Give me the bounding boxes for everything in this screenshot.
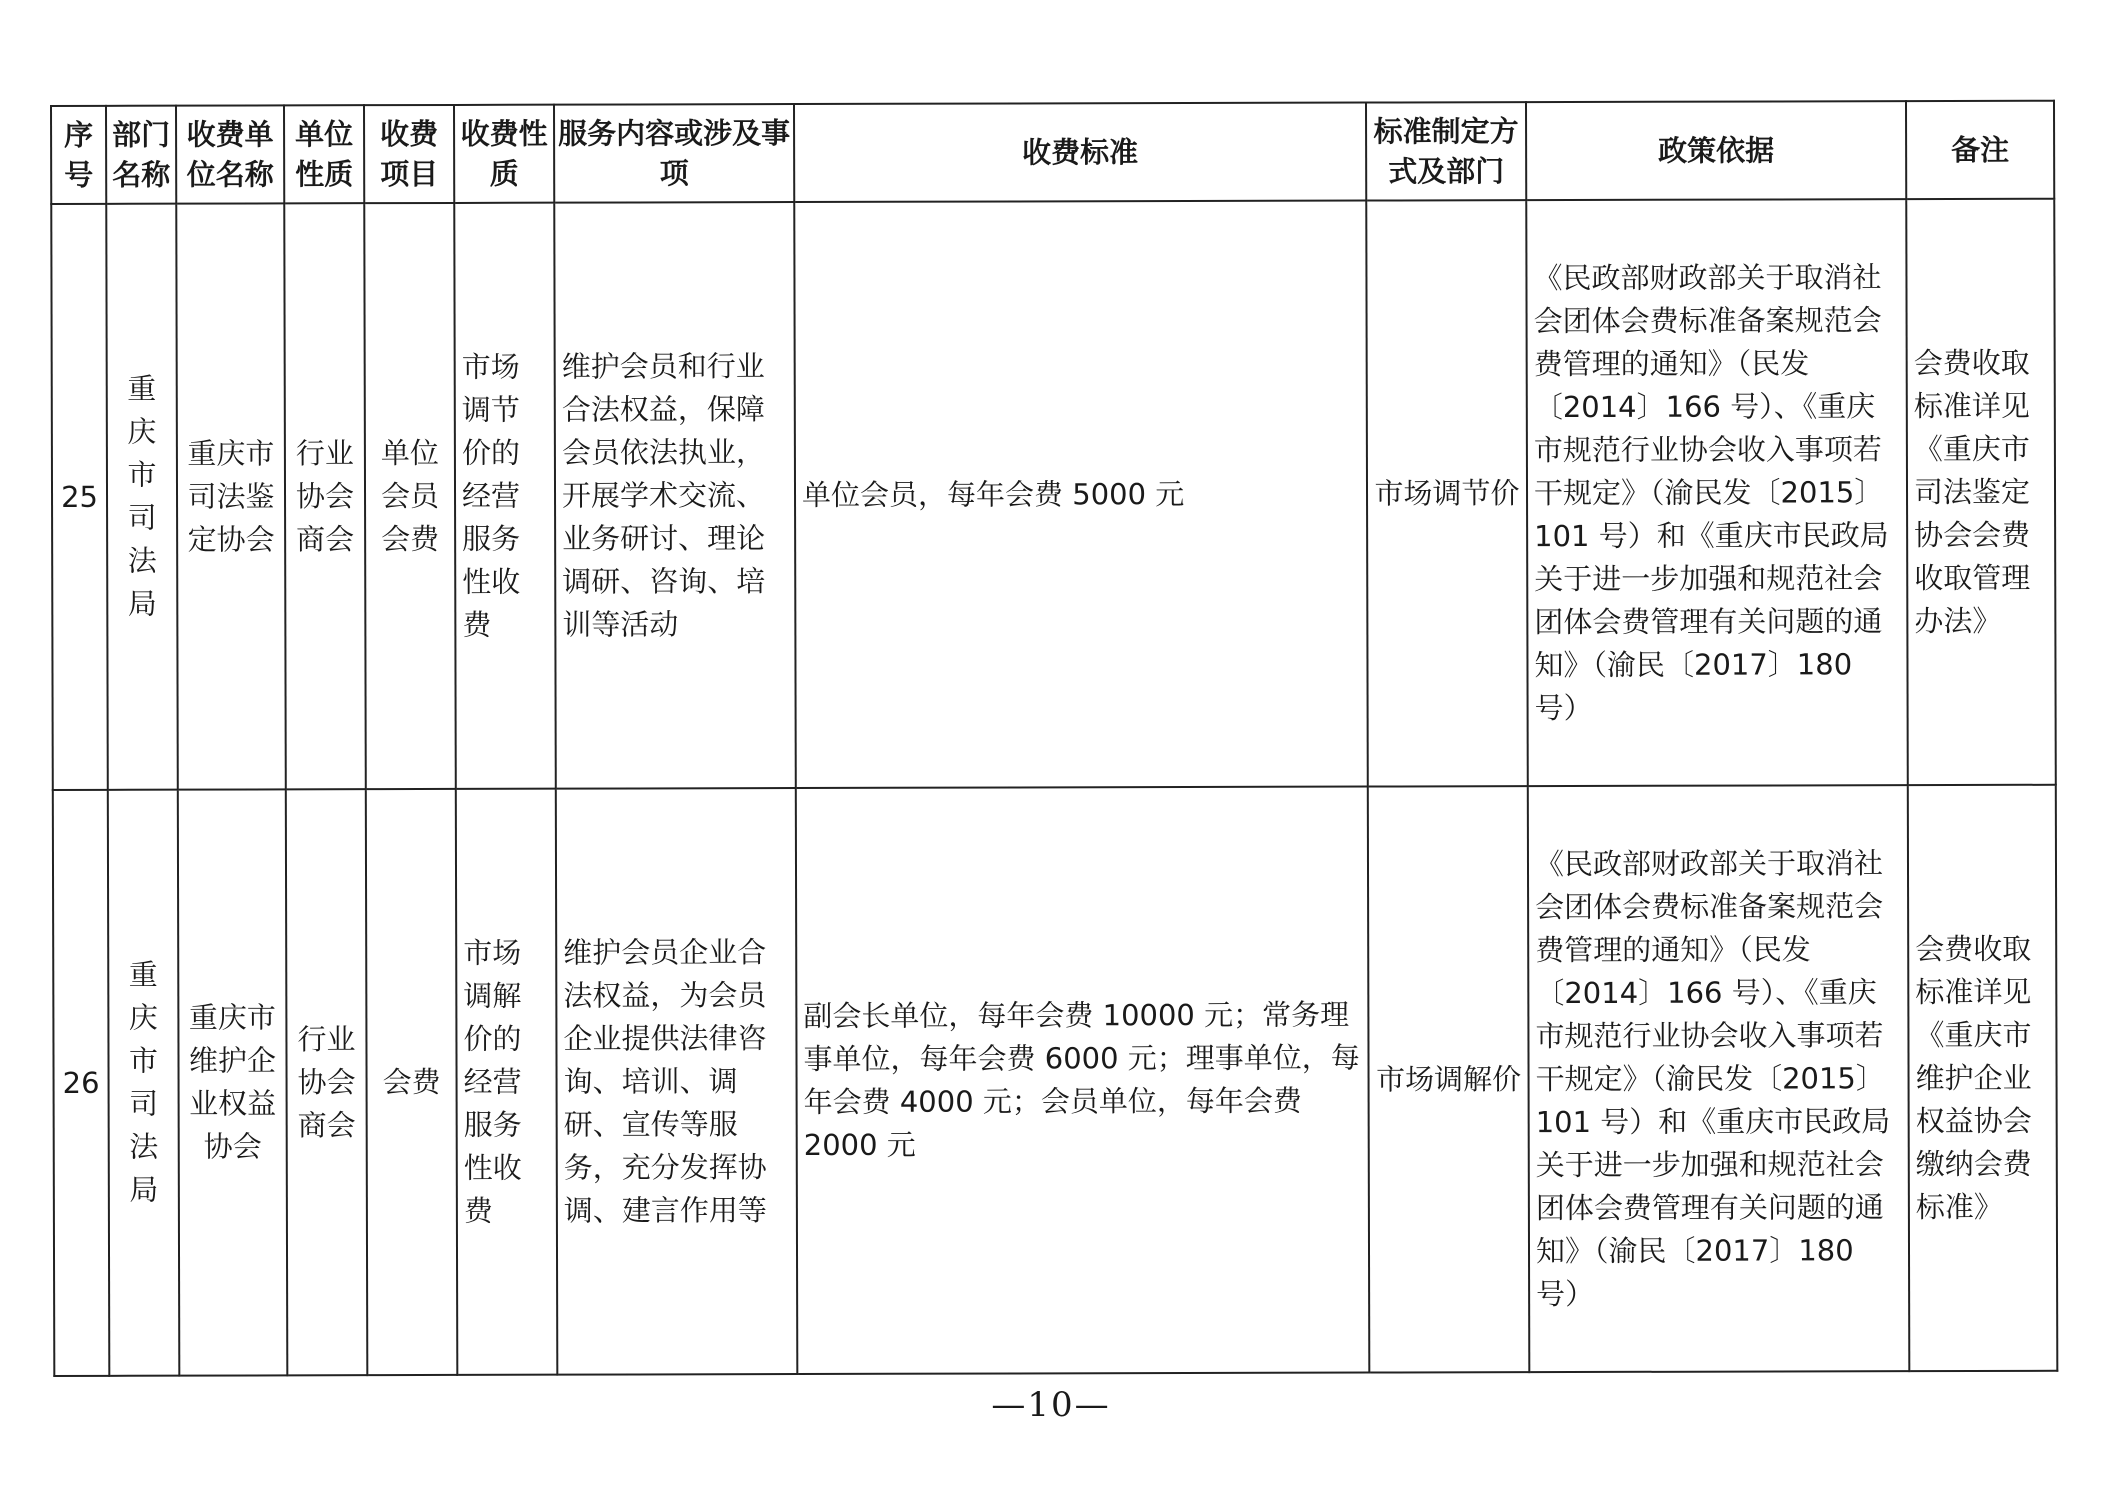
cell-method: 市场调解价 [1368, 786, 1530, 1372]
cell-remarks: 会费收取标准详见《重庆市维护企业权益协会缴纳会费标准》 [1908, 785, 2058, 1371]
cell-fee-nature: 市场调节价的经营服务性收费 [454, 203, 556, 789]
page-number: —10— [991, 1385, 1111, 1425]
header-fee-nature: 收费性质 [454, 105, 554, 203]
cell-seq: 25 [51, 204, 108, 790]
cell-unit-nature: 行业协会商会 [284, 203, 366, 789]
header-standard: 收费标准 [794, 103, 1366, 202]
cell-dept: 重庆市司法局 [108, 790, 180, 1376]
cell-seq: 26 [53, 790, 110, 1376]
cell-unit-nature: 行业协会商会 [286, 789, 368, 1375]
cell-dept: 重庆市司法局 [106, 204, 178, 790]
table-row [53, 785, 2058, 1376]
cell-standard: 单位会员，每年会费 5000 元 [794, 201, 1368, 788]
header-policy: 政策依据 [1526, 101, 1906, 200]
header-method: 标准制定方式及部门 [1366, 102, 1526, 200]
cell-service: 维护会员企业合法权益，为会员企业提供法律咨询、培训、调研、宣传等服务，充分发挥协调、建言作用等 [556, 788, 798, 1375]
fee-table [50, 100, 2058, 1377]
cell-policy: 《民政部财政部关于取消社会团体会费标准备案规范会费管理的通知》（民发〔2014〕166 号）、《重庆市规范行业协会收入事项若干规定》（渝民发〔2015〕101 号）和《重庆市民政局关于进一步加强和规范社会团体会费管理有关问题的通知》（渝民〔2017〕180 号） [1528, 785, 1910, 1372]
cell-remarks: 会费收取标准详见《重庆市司法鉴定协会会费收取管理办法》 [1906, 199, 2056, 785]
header-unit-nature: 单位性质 [284, 105, 364, 203]
cell-unit: 重庆市维护企业权益协会 [178, 789, 288, 1375]
header-remarks: 备注 [1906, 101, 2054, 199]
cell-fee-item: 单位会员会费 [364, 203, 456, 789]
cell-service: 维护会员和行业合法权益，保障会员依法执业，开展学术交流、业务研讨、理论调研、咨询、培训等活动 [554, 202, 796, 789]
header-service: 服务内容或涉及事项 [554, 104, 794, 203]
header-unit: 收费单位名称 [176, 105, 284, 203]
header-fee-item: 收费项目 [364, 105, 454, 203]
cell-method: 市场调节价 [1366, 200, 1528, 786]
cell-unit: 重庆市司法鉴定协会 [176, 203, 286, 789]
table-header-row [51, 101, 2054, 204]
header-dept: 部门名称 [106, 106, 176, 204]
cell-policy: 《民政部财政部关于取消社会团体会费标准备案规范会费管理的通知》（民发〔2014〕166 号）、《重庆市规范行业协会收入事项若干规定》（渝民发〔2015〕101 号）和《重庆市民政局关于进一步加强和规范社会团体会费管理有关问题的通知》（渝民〔2017〕180 号） [1526, 199, 1908, 786]
cell-standard: 副会长单位，每年会费 10000 元；常务理事单位，每年会费 6000 元；理事单位，每年会费 4000 元；会员单位，每年会费 2000 元 [796, 787, 1370, 1374]
header-seq: 序号 [51, 106, 106, 204]
cell-fee-nature: 市场调解价的经营服务性收费 [456, 789, 558, 1375]
cell-fee-item: 会费 [366, 789, 458, 1375]
table-row [51, 199, 2056, 790]
